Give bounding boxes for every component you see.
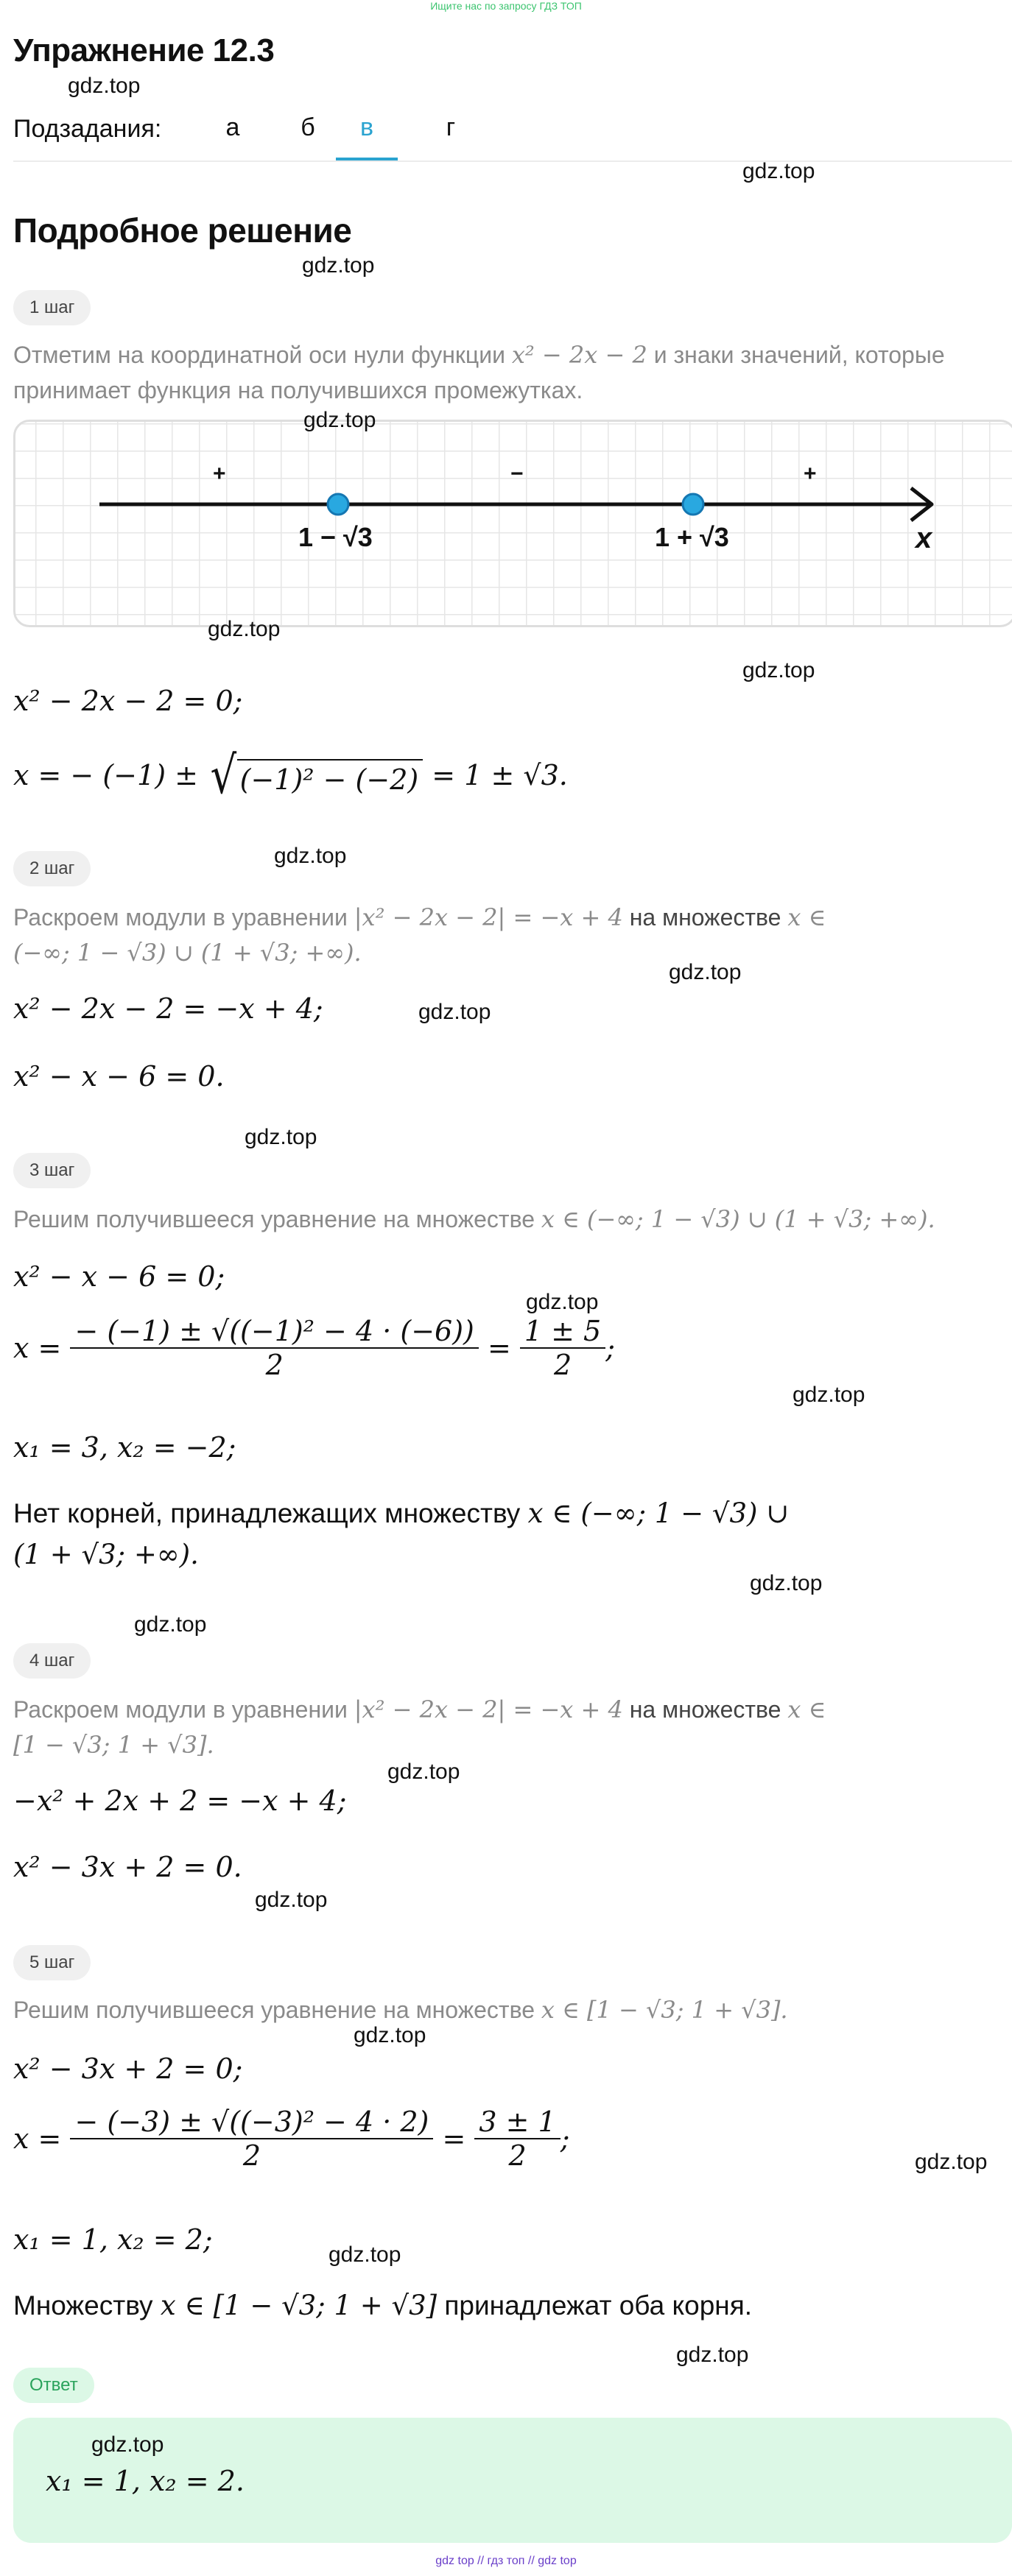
watermark: gdz.top <box>245 1125 317 1149</box>
sqrt-icon: √ <box>210 745 237 805</box>
watermark: gdz.top <box>750 1571 823 1595</box>
sign-plus-right: + <box>804 462 817 486</box>
conclusion-text: Множеству <box>13 2290 153 2321</box>
step-chip: 4 шаг <box>13 1643 91 1679</box>
equation-line <box>13 2053 242 2085</box>
equation-line <box>13 1431 236 1464</box>
equation-part: x = <box>13 2122 71 2155</box>
conclusion-math: x ∈ [1 − √3; 1 + √3] <box>160 2290 438 2321</box>
point-label-1: 1 − √3 <box>298 522 373 552</box>
fraction-numerator: − (−1) ± √((−1)² − 4 · (−6)) <box>70 1315 478 1349</box>
step-text <box>13 1201 1012 1237</box>
step-text-part: Раскроем модули в уравнении <box>13 904 348 931</box>
equation-radicand: (−1)² − (−2) <box>237 759 424 796</box>
equation: x² − 3x + 2 = 0. <box>13 1851 242 1883</box>
fraction-denominator: 2 <box>553 1349 572 1381</box>
step-text-math: x ∈ <box>787 1695 826 1723</box>
step-text-math: x² − 2x − 2 <box>511 341 647 369</box>
watermark: gdz.top <box>354 2023 426 2047</box>
tab-g[interactable]: г <box>446 113 456 141</box>
step-text <box>13 900 1008 970</box>
subtasks-label: Подзадания: <box>13 115 162 143</box>
step-text-math: (−∞; 1 − √3) ∪ (1 + √3; +∞). <box>13 939 362 967</box>
equation: x² − x − 6 = 0; <box>13 1260 225 1293</box>
watermark: gdz.top <box>303 408 376 432</box>
sign-minus-middle: − <box>510 462 524 486</box>
top-search-note[interactable]: Ищите нас по запросу ГДЗ ТОП <box>430 0 582 12</box>
watermark: gdz.top <box>208 617 281 641</box>
fraction <box>520 1315 605 1381</box>
equation: x₁ = 1, x₂ = 2; <box>13 2223 213 2256</box>
watermark: gdz.top <box>91 2432 164 2457</box>
equation: x² − 2x − 2 = −x + 4; <box>13 992 323 1025</box>
step-conclusion <box>13 1493 1000 1575</box>
equation-line <box>13 2223 213 2256</box>
number-line-graph <box>13 420 1012 627</box>
conclusion-math: (1 + √3; +∞). <box>13 1539 199 1570</box>
step-text-part: и знаки значений, которые <box>653 342 945 368</box>
solution-heading: Подробное решение <box>13 211 352 250</box>
fraction-numerator: 1 ± 5 <box>520 1315 605 1349</box>
equation-line <box>13 1315 615 1381</box>
exercise-title: Упражнение 12.3 <box>13 32 275 68</box>
watermark: gdz.top <box>669 960 742 984</box>
sign-plus-left: + <box>213 462 226 486</box>
equation-line <box>13 740 568 811</box>
watermark: gdz.top <box>676 2343 749 2367</box>
equation-part: x = <box>13 1332 71 1364</box>
equation-line <box>13 2106 570 2172</box>
step-chip: 2 шаг <box>13 851 91 886</box>
answer-value-line <box>46 2465 245 2497</box>
equation: x₁ = 3, x₂ = −2; <box>13 1431 236 1464</box>
step-text-part: Решим получившееся уравнение на множестве <box>13 1997 535 2023</box>
fraction-denominator: 2 <box>265 1349 284 1381</box>
step-chip: 1 шаг <box>13 290 91 325</box>
step-text-part: Раскроем модули в уравнении <box>13 1696 348 1723</box>
equation-part: x = − (−1) ± <box>13 759 208 791</box>
equation-line <box>13 1060 225 1093</box>
conclusion-math: x ∈ (−∞; 1 − √3) ∪ <box>527 1497 790 1529</box>
equation-part: ; <box>560 2122 570 2155</box>
fraction-denominator: 2 <box>508 2139 527 2172</box>
conclusion-text: Нет корней, принадлежащих множеству <box>13 1498 521 1528</box>
answer-chip: Ответ <box>13 2368 94 2403</box>
watermark: gdz.top <box>255 1888 328 1912</box>
watermark: gdz.top <box>793 1383 865 1407</box>
equation-part: = 1 ± √3. <box>423 759 568 791</box>
zero-point-1 <box>328 494 348 515</box>
step-conclusion <box>13 2285 1000 2326</box>
equation: x² − 2x − 2 = 0; <box>13 685 243 717</box>
step-text-math: x ∈ <box>787 903 826 931</box>
step-text-math: [1 − √3; 1 + √3]. <box>13 1731 214 1759</box>
step-text-math: |x² − 2x − 2| = −x + 4 <box>354 903 623 931</box>
watermark: gdz.top <box>68 74 141 98</box>
tab-a[interactable]: а <box>225 113 240 141</box>
equation-part: = <box>478 1332 520 1364</box>
watermark: gdz.top <box>526 1290 599 1314</box>
footer-links[interactable]: gdz top // гдз топ // gdz top <box>435 2555 577 2567</box>
tab-v-active[interactable]: в <box>336 113 398 160</box>
axis-label: x <box>916 522 932 554</box>
watermark: gdz.top <box>387 1760 460 1784</box>
equation-line <box>13 992 323 1025</box>
step-text-math: x ∈ (−∞; 1 − √3) ∪ (1 + √3; +∞). <box>541 1205 935 1233</box>
equation-line <box>13 1851 242 1883</box>
watermark: gdz.top <box>742 159 815 183</box>
fraction-denominator: 2 <box>242 2139 261 2172</box>
equation: x² − x − 6 = 0. <box>13 1060 225 1093</box>
step-chip: 5 шаг <box>13 1945 91 1980</box>
step-text-math: |x² − 2x − 2| = −x + 4 <box>354 1695 623 1723</box>
watermark: gdz.top <box>742 658 815 682</box>
step-text <box>13 337 1008 408</box>
fraction <box>70 2106 433 2172</box>
fraction-numerator: − (−3) ± √((−3)² − 4 · 2) <box>70 2106 433 2139</box>
equation: x² − 3x + 2 = 0; <box>13 2053 243 2085</box>
step-chip: 3 шаг <box>13 1153 91 1188</box>
watermark: gdz.top <box>328 2242 401 2267</box>
step-text-math: x ∈ [1 − √3; 1 + √3]. <box>541 1996 788 2024</box>
answer-value: x₁ = 1, x₂ = 2. <box>46 2465 245 2497</box>
subtasks-row <box>13 110 1012 162</box>
zero-point-2 <box>683 494 703 515</box>
watermark: gdz.top <box>915 2150 988 2174</box>
equation-line <box>13 685 242 717</box>
step-text-part: на множестве <box>629 1696 781 1723</box>
fraction <box>474 2106 560 2172</box>
number-line-svg <box>15 422 1012 625</box>
fraction-numerator: 3 ± 1 <box>474 2106 560 2139</box>
point-label-2: 1 + √3 <box>655 522 729 552</box>
conclusion-text: принадлежат оба корня. <box>444 2290 753 2321</box>
equation-part: ; <box>605 1332 616 1364</box>
step-text <box>13 1692 1008 1762</box>
step-text-part: принимает функция на получившихся промежутках. <box>13 377 583 403</box>
equation-line <box>13 1260 225 1293</box>
watermark: gdz.top <box>418 1000 491 1024</box>
equation-line <box>13 1785 347 1817</box>
step-text-part: Отметим на координатной оси нули функции <box>13 342 505 368</box>
step-text <box>13 1992 1008 2028</box>
answer-box <box>13 2418 1012 2543</box>
fraction <box>70 1315 478 1381</box>
equation-part: = <box>433 2122 475 2155</box>
step-text-part: Решим получившееся уравнение на множестве <box>13 1206 535 1232</box>
tab-b[interactable]: б <box>301 113 315 141</box>
watermark: gdz.top <box>302 253 375 278</box>
watermark: gdz.top <box>274 844 347 868</box>
equation: −x² + 2x + 2 = −x + 4; <box>13 1785 347 1817</box>
watermark: gdz.top <box>134 1612 207 1637</box>
step-text-part: на множестве <box>629 904 781 931</box>
